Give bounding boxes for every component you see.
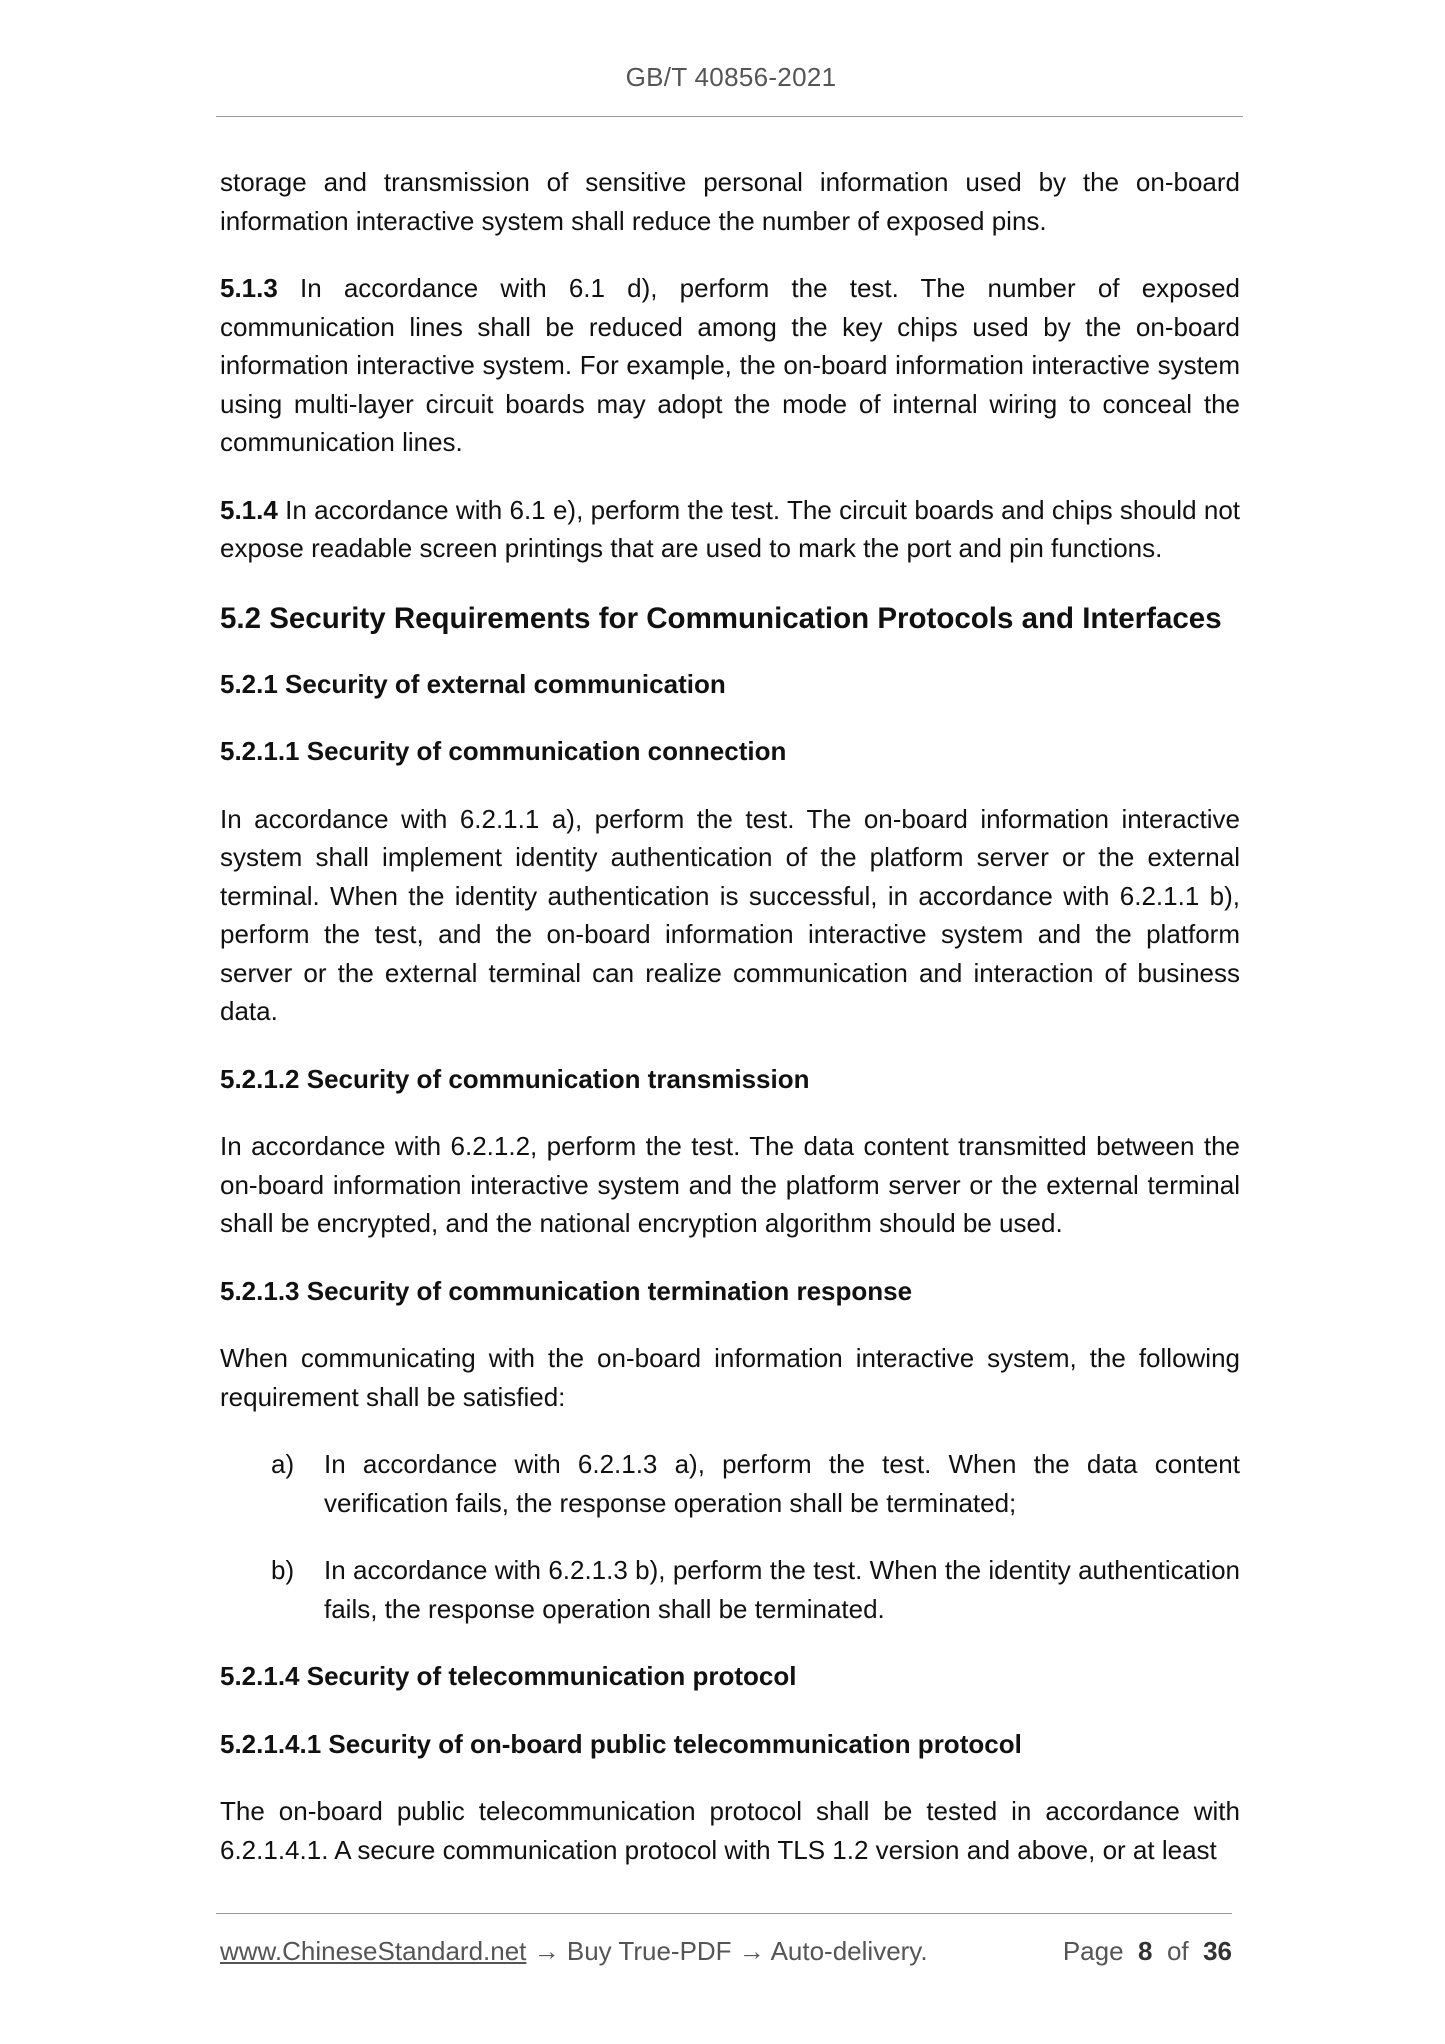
subsection-heading-5-2-1-4: 5.2.1.4 Security of telecommunication protocol [220, 1661, 797, 1691]
subsection-heading-5-2-1-4-1: 5.2.1.4.1 Security of on-board public telecommunication protocol [220, 1728, 1022, 1759]
page-footer [220, 1936, 1232, 1967]
header-divider [216, 116, 1243, 117]
paragraph-5-2-1-1: In accordance with 6.2.1.1 a), perform the test. The on-board information interactive system shall implement identity authentication of the platform server or the external terminal. When the identity authentication is successful, in accordance with 6.2.1.1 b), perform the test, and the on-board information interactive system and the platform server or the external terminal can realize communication and interaction of business data. [220, 803, 1240, 1026]
current-page: 8 [1138, 1936, 1153, 1966]
section-heading-5-2: 5.2 Security Requirements for Communication Protocols and Interfaces [220, 601, 1222, 635]
paragraph-5-2-1-3: When communicating with the on-board information interactive system, the following requirement shall be satisfied: [220, 1343, 1240, 1412]
clause-text: In accordance with 6.1 e), perform the test. The circuit boards and chips should not expose readable screen printings that are used to mark the port and pin functions. [220, 494, 1240, 563]
site-link[interactable]: www.ChineseStandard.net [220, 1936, 527, 1966]
subsection-heading-5-2-1-2: 5.2.1.2 Security of communication transmission [220, 1063, 810, 1094]
clause-text: In accordance with 6.1 d), perform the test. The number of exposed communication lines shall be reduced among the key chips used by the on-board information interactive system. For example, the on-board information interactive system using multi-layer circuit boards may adopt the mode of internal wiring to conceal the communication lines. [220, 273, 1240, 457]
running-header [218, 62, 1244, 93]
subsection-heading-5-2-1-1: 5.2.1.1 Security of communication connection [220, 736, 787, 766]
list-item-b [220, 1551, 1240, 1628]
footer-divider [216, 1913, 1232, 1914]
subsection-heading-5-2-1: 5.2.1 Security of external communication [220, 668, 726, 699]
paragraph-continuation [220, 163, 1240, 240]
clause-5-1-4 [220, 491, 1240, 568]
list-item-text: In accordance with 6.2.1.3 a), perform the test. When the data content verification fails, the response operation shall be terminated; [324, 1449, 1240, 1518]
paragraph-5-2-1-2: In accordance with 6.2.1.2, perform the test. The data content transmitted between the on-board information interactive system and the platform server or the external terminal shall be encrypted, and the national encryption algorithm should be used. [220, 1131, 1240, 1238]
promo-text: → Buy True-PDF → Auto-delivery. [526, 1936, 928, 1966]
page-of-label: of [1166, 1936, 1189, 1966]
list-marker: a) [271, 1449, 295, 1479]
list-marker: b) [271, 1555, 295, 1585]
clause-5-1-3 [220, 269, 1240, 462]
subsection-heading-5-2-1-3: 5.2.1.3 Security of communication termination response [220, 1275, 913, 1306]
page-number [1063, 1936, 1232, 1967]
page-label: Page [1062, 1936, 1124, 1966]
clause-number: 5.1.3 [220, 273, 278, 303]
paragraph-text: storage and transmission of sensitive personal information used by the on-board information interactive system shall reduce the number of exposed pins. [220, 167, 1240, 236]
clause-number: 5.1.4 [220, 494, 278, 525]
footer-promo [220, 1936, 928, 1967]
list-item-text: In accordance with 6.2.1.3 b), perform the test. When the identity authentication fails, the response operation shall be terminated. [324, 1555, 1240, 1624]
standard-number: GB/T 40856-2021 [625, 62, 837, 92]
total-pages: 36 [1203, 1936, 1232, 1966]
list-item-a [220, 1445, 1240, 1522]
page-content [220, 163, 1240, 1898]
paragraph-5-2-1-4-1: The on-board public telecommunication protocol shall be tested in accordance with 6.2.1.4.1. A secure communication protocol with TLS 1.2 version and above, or at least [220, 1796, 1240, 1865]
